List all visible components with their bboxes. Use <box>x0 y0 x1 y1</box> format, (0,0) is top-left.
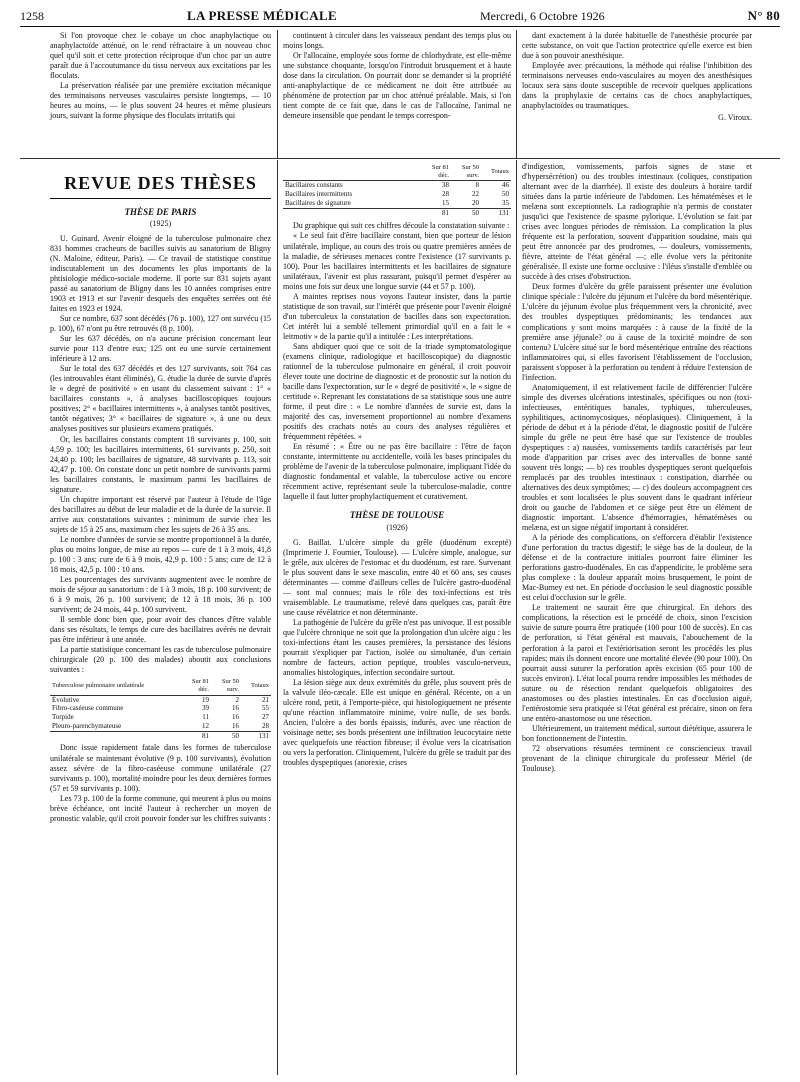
paragraph: Les pourcentages des survivants augmentent avec le nombre de mois de séjour au sanatorium : de 1 à 3 mois, 18 p. 100 survivent; de 6 à 9 mois, 26 p. 100 survivent; de 12 à 18 mois, 36 p. 100 survivent; de 24 mois, 44 p. 100 survivent. <box>50 574 271 615</box>
table-cell <box>283 208 421 217</box>
table-cell: 15 <box>442 198 449 207</box>
table-row <box>50 695 271 704</box>
table-header-row <box>50 678 271 695</box>
revue-column-2 <box>283 162 511 768</box>
table-cell: 11 <box>202 713 209 722</box>
paragraph: Si l'on provoque chez le cobaye un choc anaphylactique ou anaphylactoïde atténué, on le rend réfractaire à un nouveau choc quel qu'il soit et cette protection réciproque d'un choc par un autre paraît due à l'accoutumance du tissu nerveux aux excitations par les floculats. <box>50 31 271 81</box>
table-cell: 19 <box>202 695 209 704</box>
author-signature: G. Viroux. <box>718 113 752 123</box>
paragraph: d'indigestion, vomissements, parfois signes de stase et d'hypersécrétion) ou des troubles intestinaux (coliques, constipation alternant avec de la diarrhée). Il existe des douleurs à horaire tardif situées dans la partie inférieure de l'abdomen. Les hématémèses et le melæna sont exceptionnels. La radiographie n'a permis de constater jusqu'ici que l'existence de spasme pylorique. L'évolution se fait par crises avec longues périodes de rémission. La complication la plus fréquente est la perforation, souvent d'apparition soudaine, mais qui peut être annoncée par des prodromes, — douleurs, vomissements, fièvre, atteinte de l'état général —; elle évolue vers la péritonite généralisée. Il existe une forme occlusive : l'iléus s'installe d'emblée ou succède à des crises d'obstruction. <box>522 162 752 282</box>
paragraph: Il semble donc bien que, pour avoir des chances d'être valable dans ses résultats, le temps de cure des bacillaires avérés ne devrait pas être inférieur à une année. <box>50 615 271 645</box>
paragraph: 72 observations résumées terminent ce consciencieux travail provenant de la clinique chirurgicale du professeur Mériel (de Toulouse). <box>522 743 752 773</box>
table-header-row <box>283 164 511 181</box>
table-row <box>50 704 271 713</box>
table-cell: Bacillaires de signature <box>285 198 351 207</box>
table-cell: 28 <box>442 190 449 199</box>
thesis-heading: THÈSE DE TOULOUSE <box>349 510 445 521</box>
column-header: Sur 50 surv. <box>211 678 241 695</box>
paragraph: Donc issue rapidement fatale dans les formes de tuberculose unilatérale se maintenant évolutive (9 p. 100 survivants), évolution assez sévère de la fibro-caséeuse commune unilatérale (27 survivants p. 100), mortalité moindre pour les deux dernières formes (57 et 59 survivants p. 100). <box>50 743 271 793</box>
paragraph: La pathogénie de l'ulcère du grêle n'est pas univoque. Il est possible que l'ulcère chronique ne soit que la prolongation d'un ulcère aigu : les toxi-infections étant les causes premières, la persistance des lésions pourrait s'expliquer par l'action, isolée ou simultanée, d'un certain nombre de facteurs, action peptique, troubles vasculo-nerveux, anomalies histologiques, infection secondaire surtout. <box>283 617 511 678</box>
table-cell: 50 <box>451 208 481 217</box>
table-cell: Évolutive <box>52 695 80 704</box>
journal-title: LA PRESSE MÉDICALE <box>187 8 337 23</box>
page-header <box>20 6 780 27</box>
table-cell: 27 <box>262 713 269 722</box>
paragraph: « Le seul fait d'être bacillaire constant, bien que porteur de lésion unilatérale, implique, au cours des trois ou quatre premières années de la maladie, de sérieuses menaces contre l'existence (17 survivants p. 100). Pour les bacillaires intermittents et les bacillaires de signature unilatéraux, l'avenir est plus rassurant, puisqu'il permet d'espérer au moins une fois sur deux une longue survie (44 et 57 p. 100). <box>283 231 511 291</box>
table-cell: Bacillaires intermittents <box>285 190 353 199</box>
paragraph: Or, les bacillaires constants comptent 18 survivants p. 100, soit 4,59 p. 100; les bacillaires intermittents, 61 survivants p. 250, soit 24,40 p. 100; les bacillaires de signature, 48 survivants p. 113, soit 42,47 p. 100. On constate donc un petit nombre de survivants parmi les bacillaires constants, le maximum parmi les bacillaires de signature. <box>50 434 271 494</box>
paragraph: G. Baillat. L'ulcère simple du grêle (duodénum excepté) (Imprimerie J. Fournier, Toulouse). — L'ulcère simple, analogue, sur le grêle, aux ulcères de l'estomac et du duodénum, est rare. Survenant le plus souvent dans le sexe masculin, entre 40 et 60 ans, ses causes déterminantes — comme d'ailleurs celles de l'ulcère gastro-duodénal — sont mal connues; mais le rôle des toxi-infections est très vraisemblable. Le traumatisme, relevé dans quelques cas, paraît être une cause révélatrice et non déterminante. <box>283 537 511 617</box>
paragraph: Le traitement ne saurait être que chirurgical. En dehors des complications, la résection est le procédé de choix, sinon l'excision suivie de suture pourra être pratiquée (100 pour 100 de succès). En cas de perforation, si l'état général est mauvais, l'abouchement de la perforation à la paroi et l'extériorisation seront les procédés les plus rapides; mais ils donnent encore une mortalité élevée (90 pour 100). On pourrait aussi suturer la perforation après excision (65 pour 100 de succès environ). L'état local pourra rendre impossibles les méthodes de suture ou de résection rendant quelquefois obligatoires des anastomoses ou des plasties intestinales. En cas d'occlusion aiguë, l'entérostomie sera pratiquée si l'état général est précaire, sinon on fera une entéro-anastomose ou une résection. <box>522 603 752 723</box>
column-header: Totaux <box>241 678 271 695</box>
paragraph: Du graphique qui suit ces chiffres découle la constatation suivante : <box>293 221 510 231</box>
table-cell: Pleuro-parenchymateuse <box>52 721 122 730</box>
issue-date: Mercredi, 6 Octobre 1926 <box>479 8 605 23</box>
table-cell: 38 <box>442 181 449 190</box>
table-cell: Fibro-caséeuse commune <box>52 704 124 713</box>
paragraph: Sur ce nombre, 637 sont décédés (76 p. 100), 127 ont survécu (15 p. 100), 67 n'ont pu être retrouvés (8 p. 100). <box>50 314 271 334</box>
table-cell: 16 <box>232 704 239 713</box>
table-cell: 39 <box>202 704 209 713</box>
table-cell: 16 <box>232 721 239 730</box>
issue-number: N° 80 <box>747 8 780 23</box>
column-header: Sur 50 surv. <box>451 164 481 181</box>
column-rule <box>277 160 278 1075</box>
paragraph: Deux formes d'ulcère du grêle paraissent présenter une évolution clinique spéciale : l'ulcère du jéjunum et l'ulcère du bord mésentérique. L'ulcère du jéjunum évolue plus fréquemment vers la chronicité, avec des troubles dyspeptiques prédominants; les tendances aux complications y sont moins marquées : à cause de la fixité de la première anse jéjunale? ou à cause de la toxicité moindre de son contenu? L'ulcère situé sur le bord mésentérique entraîne des réactions inflammatoires qui, si elles favorisent l'établissement de l'occlusion, paraissent s'opposer à la perforation ou tendent à réduire l'extension de l'infection. <box>522 282 752 382</box>
table-cell: Bacillaires constants <box>285 181 343 190</box>
thesis-year: (1926) <box>386 522 408 532</box>
table-cell <box>50 731 181 740</box>
table-row <box>283 199 511 208</box>
top-column-3 <box>522 31 752 123</box>
paragraph: Le nombre d'années de survie se montre proportionnel à la durée, plus ou moins longue, de mise au repos — cure de 1 à 3 mois, 41,8 p. 100 : 3 ans; cure de 6 à 9 mois, 42,9 p. 100 : 5 ans; cure de 12 à 18 mois, 42,5 p. 100 : 10 ans. <box>50 534 271 574</box>
paragraph: En résumé : « Être ou ne pas être bacillaire : l'être de façon constante, intermittente ou accidentelle, voilà les bases principales du problème de l'avenir de la tuberculose pulmonaire, impliquant l'idée du diagnostic fondamental et valable, la tuberculose active ou encore récemment active, représentant seule la tuberculose-maladie, contre laquelle il faut lutter prophylactiquement et curativement. <box>283 442 511 502</box>
top-column-2 <box>283 31 511 121</box>
paragraph: Anatomiquement, il est relativement facile de différencier l'ulcère simple des diverses ulcérations intestinales, spécifiques ou non (toxi-infectieuses, entéritiques banales, typhiques, tuberculeuses, syphilitiques, actinomycosiques, néoplasiques). Cliniquement, à la période de début et à la période d'état, le diagnostic positif de l'ulcère simple du grêle ne peut être basé que sur l'existence de troubles dyspeptiques : a) nausées, vomissements tardifs caractérisés par leur mode d'apparition par crises avec des intervalles de bonne santé souvent très longs; — b) ces troubles dyspeptiques seront quelquefois remplacés par des troubles intestinaux : constipation, diarrhée ou alternatives des deux symptômes; — c) des douleurs accompagnent ces troubles et sont localisées le plus souvent dans le quadrant inférieur droit ou gauche de l'abdomen et ce siège peut être un élément de diagnostic important. L'absence d'hémorragies, hématémèses ou melæna, est un signe négatif important à considérer. <box>522 382 752 533</box>
column-rule <box>516 30 517 158</box>
revue-column-1 <box>50 162 271 824</box>
table-cell: 131 <box>241 731 271 740</box>
table-cell: 131 <box>481 208 511 217</box>
paragraph: La partie statistique concernant les cas de tuberculose pulmonaire chirurgicale (20 p. 100 des malades) aboutit aux conclusions suivantes : <box>50 645 271 675</box>
table-cell: 28 <box>262 721 269 730</box>
paragraph: U. Guinard. Avenir éloigné de la tuberculose pulmonaire chez 831 hommes cracheurs de bacilles suivis au sanatorium de Bligny (N. Maloine, éditeur, Paris). — Ce travail de statistique constitue indiscutablement un des documents les plus importants de la phtisiologie médico-sociale moderne. Il porte sur 831 sujets ayant passé au sanatorium de Bligny dans les 10 années comprises entre 1903 et 1913 et sur l'avenir desquels des enquêtes serrées ont été faites en 1923 et 1924. <box>50 233 271 314</box>
top-column-1 <box>50 31 271 121</box>
paragraph: Sans abdiquer quoi que ce soit de la triade symptomatologique (examens clinique, radiologique et bacilloscopique) du diagnostic rationnel de la tuberculose pulmonaire en général, il croit pouvoir élever toute une doctrine de diagnostic et de pronostic sur la notion du bacille dans l'expectoration, sur le « degré de positivité », le « signe de certitude ». Reprenant les constatations de sa statistique sous une autre forme, il peut dire : « Le nombre d'années de survie est, dans la majorité des cas, inversement proportionnel au nombre d'examens positifs des crachats notés au cours des analyses régulières et fréquemment répétées. » <box>283 341 511 442</box>
table-cell: 2 <box>235 695 239 704</box>
thesis-year: (1925) <box>149 218 172 228</box>
table-cell: 50 <box>211 731 241 740</box>
column-header: Sur 81 déc. <box>181 678 211 695</box>
revue-column-3 <box>522 162 752 774</box>
section-divider <box>20 158 780 159</box>
paragraph: Les 73 p. 100 de la forme commune, qui meurent à plus ou moins brève échéance, ont incité l'auteur à rechercher un moyen de pronostic valable, qu'il croit pouvoir fonder sur les chiffres suivants : <box>50 793 271 823</box>
table-cell: 20 <box>472 198 479 207</box>
table-cell: 46 <box>502 181 509 190</box>
thesis-heading: THÈSE DE PARIS <box>124 206 197 217</box>
table-total-row <box>50 731 271 740</box>
data-table-bacillaires <box>283 164 511 217</box>
table-cell: 12 <box>202 721 209 730</box>
paragraph: Or l'allocaïne, employée sous forme de chlorhydrate, est elle-même une substance choquante, lorsqu'on l'introduit brusquement et à haute dose dans la circulation. On pourrait donc se demander si la propriété anti-anaphylactique de ce médicament ne doit être attribuée au phénomène de protection par un choc atténué préalable. Mais, si l'on tient compte de ce fait que, dans le cas de l'allocaïne, l'animal ne demeure insensible que pendant le temps correspon- <box>283 51 511 121</box>
table-row <box>283 181 511 190</box>
table-cell: 21 <box>262 695 269 704</box>
table-cell: 16 <box>232 713 239 722</box>
table-cell: 35 <box>502 198 509 207</box>
table-cell: 81 <box>421 208 451 217</box>
paragraph: dant exactement à la durée habituelle de l'anesthésie procurée par cette substance, on voit que l'action protectrice qu'elle exerce est bien due à son pouvoir anesthésique. <box>522 31 752 61</box>
paragraph: Sur le total des 637 décédés et des 127 survivants, soit 764 cas (les introuvables étant éliminés), G. étudie la durée de survie d'après le « degré de positivité » en usant du classement suivant : 1° « bacillaires constants », à analyses bacilloscopiques toujours positives; 2° « bacillaires intermittents », à analyses tantôt positives, tantôt négatives; 3° « bacillaires de signature », à une ou deux analyses positives sur plusieurs examens pratiqués. <box>50 364 271 434</box>
table-cell: 55 <box>262 704 269 713</box>
paragraph: Sur les 637 décédés, on n'a aucune précision concernant leur survie pour 113 d'entre eux; 125 ont eu une survie certainement inférieure à 12 ans. <box>50 334 271 364</box>
column-rule <box>516 160 517 1075</box>
page-number: 1258 <box>20 8 44 23</box>
column-header: Totaux <box>481 164 511 181</box>
table-row <box>283 190 511 199</box>
table-cell: Torpide <box>52 713 74 722</box>
paragraph: A la période des complications, on s'efforcera d'établir l'existence d'une perforation du tractus digestif; le siège bas de la douleur, de la défense et de la contracture initiales pourront faire éliminer les perforations gastro-duodénales. En cas d'appendicite, le problème sera plus complexe : la douleur apparaît moins brusquement, le point de Mac-Burney est net. En période d'occlusion le seul diagnostic possible est celui d'occlusion sur le grêle. <box>522 533 752 603</box>
paragraph: Employée avec précautions, la méthode qui réalise l'inhibition des terminaisons nerveuses endo-vasculaires au moyen des anesthésiques locaux sera sans doute susceptible de recevoir quelques applications dans la prophylaxie de certains cas de chocs anaphylactiques, anaphylactoïdes ou traumatiques. <box>522 61 752 111</box>
data-table-unilateral <box>50 678 271 740</box>
paragraph: Ultérieurement, un traitement médical, surtout diététique, assurera le bon fonctionnement de l'intestin. <box>522 723 752 743</box>
paragraph: Un chapitre important est réservé par l'auteur à l'étude de l'âge des bacillaires au début de leur maladie et de la durée de la survie. Il arrive aux constatations suivantes : minimum de survie chez les sujets de 15 à 25 ans, maximum chez les sujets de 26 à 35 ans. <box>50 494 271 534</box>
paragraph: La préservation réalisée par une première excitation mécanique des terminaisons nerveuses vasculaires persiste longtemps, — 10 heures au moins, — le plus souvent 24 heures et même plusieurs jours, suivant la forme physique des floculats irritatifs qui <box>50 81 271 121</box>
column-header: Tuberculose pulmonaire unilatérale <box>50 678 181 695</box>
table-cell: 81 <box>181 731 211 740</box>
paragraph: continuent à circuler dans les vaisseaux pendant des temps plus ou moins longs. <box>283 31 511 51</box>
table-total-row <box>283 208 511 217</box>
table-cell: 50 <box>502 190 509 199</box>
table-row <box>50 713 271 722</box>
table-cell: 22 <box>472 190 479 199</box>
table-cell: 8 <box>475 181 479 190</box>
paragraph: A maintes reprises nous voyons l'auteur insister, dans la partie statistique de son travail, sur l'intérêt que présente pour l'avenir éloigné d'un tuberculeux la constatation de bacilles dans son expectoration. Cet intérêt lui a semblé tellement primordial qu'il en a fait le « leitmotiv » de la partie qu'il a intitulée : Les interprétations. <box>283 291 511 341</box>
section-heading: REVUE DES THÈSES <box>50 172 271 199</box>
paragraph: La lésion siège aux deux extrémités du grêle, plus souvent près de la valvule iléo-cæcale. Elle est unique en général. Récente, on a un ulcère rond, petit, à l'emporte-pièce, qui histologiquement ne présente qu'une réaction inflammatoire minime, voire nulle, de ses bords. Ancien, l'ulcère a des bords épaissis, indurés, avec une réaction de voisinage nette; ses bords présentent une infiltration leucocytaire nette avec quelquefois une réaction fibreuse; il évolue vers la cicatrisation ou vers la perforation. Cliniquement, l'ulcère du grêle se traduit par des troubles dyspeptiques (anorexie, crises <box>283 678 511 768</box>
table-row <box>50 722 271 731</box>
column-header <box>283 164 421 181</box>
column-rule <box>277 30 278 158</box>
column-header: Sur 81 déc. <box>421 164 451 181</box>
